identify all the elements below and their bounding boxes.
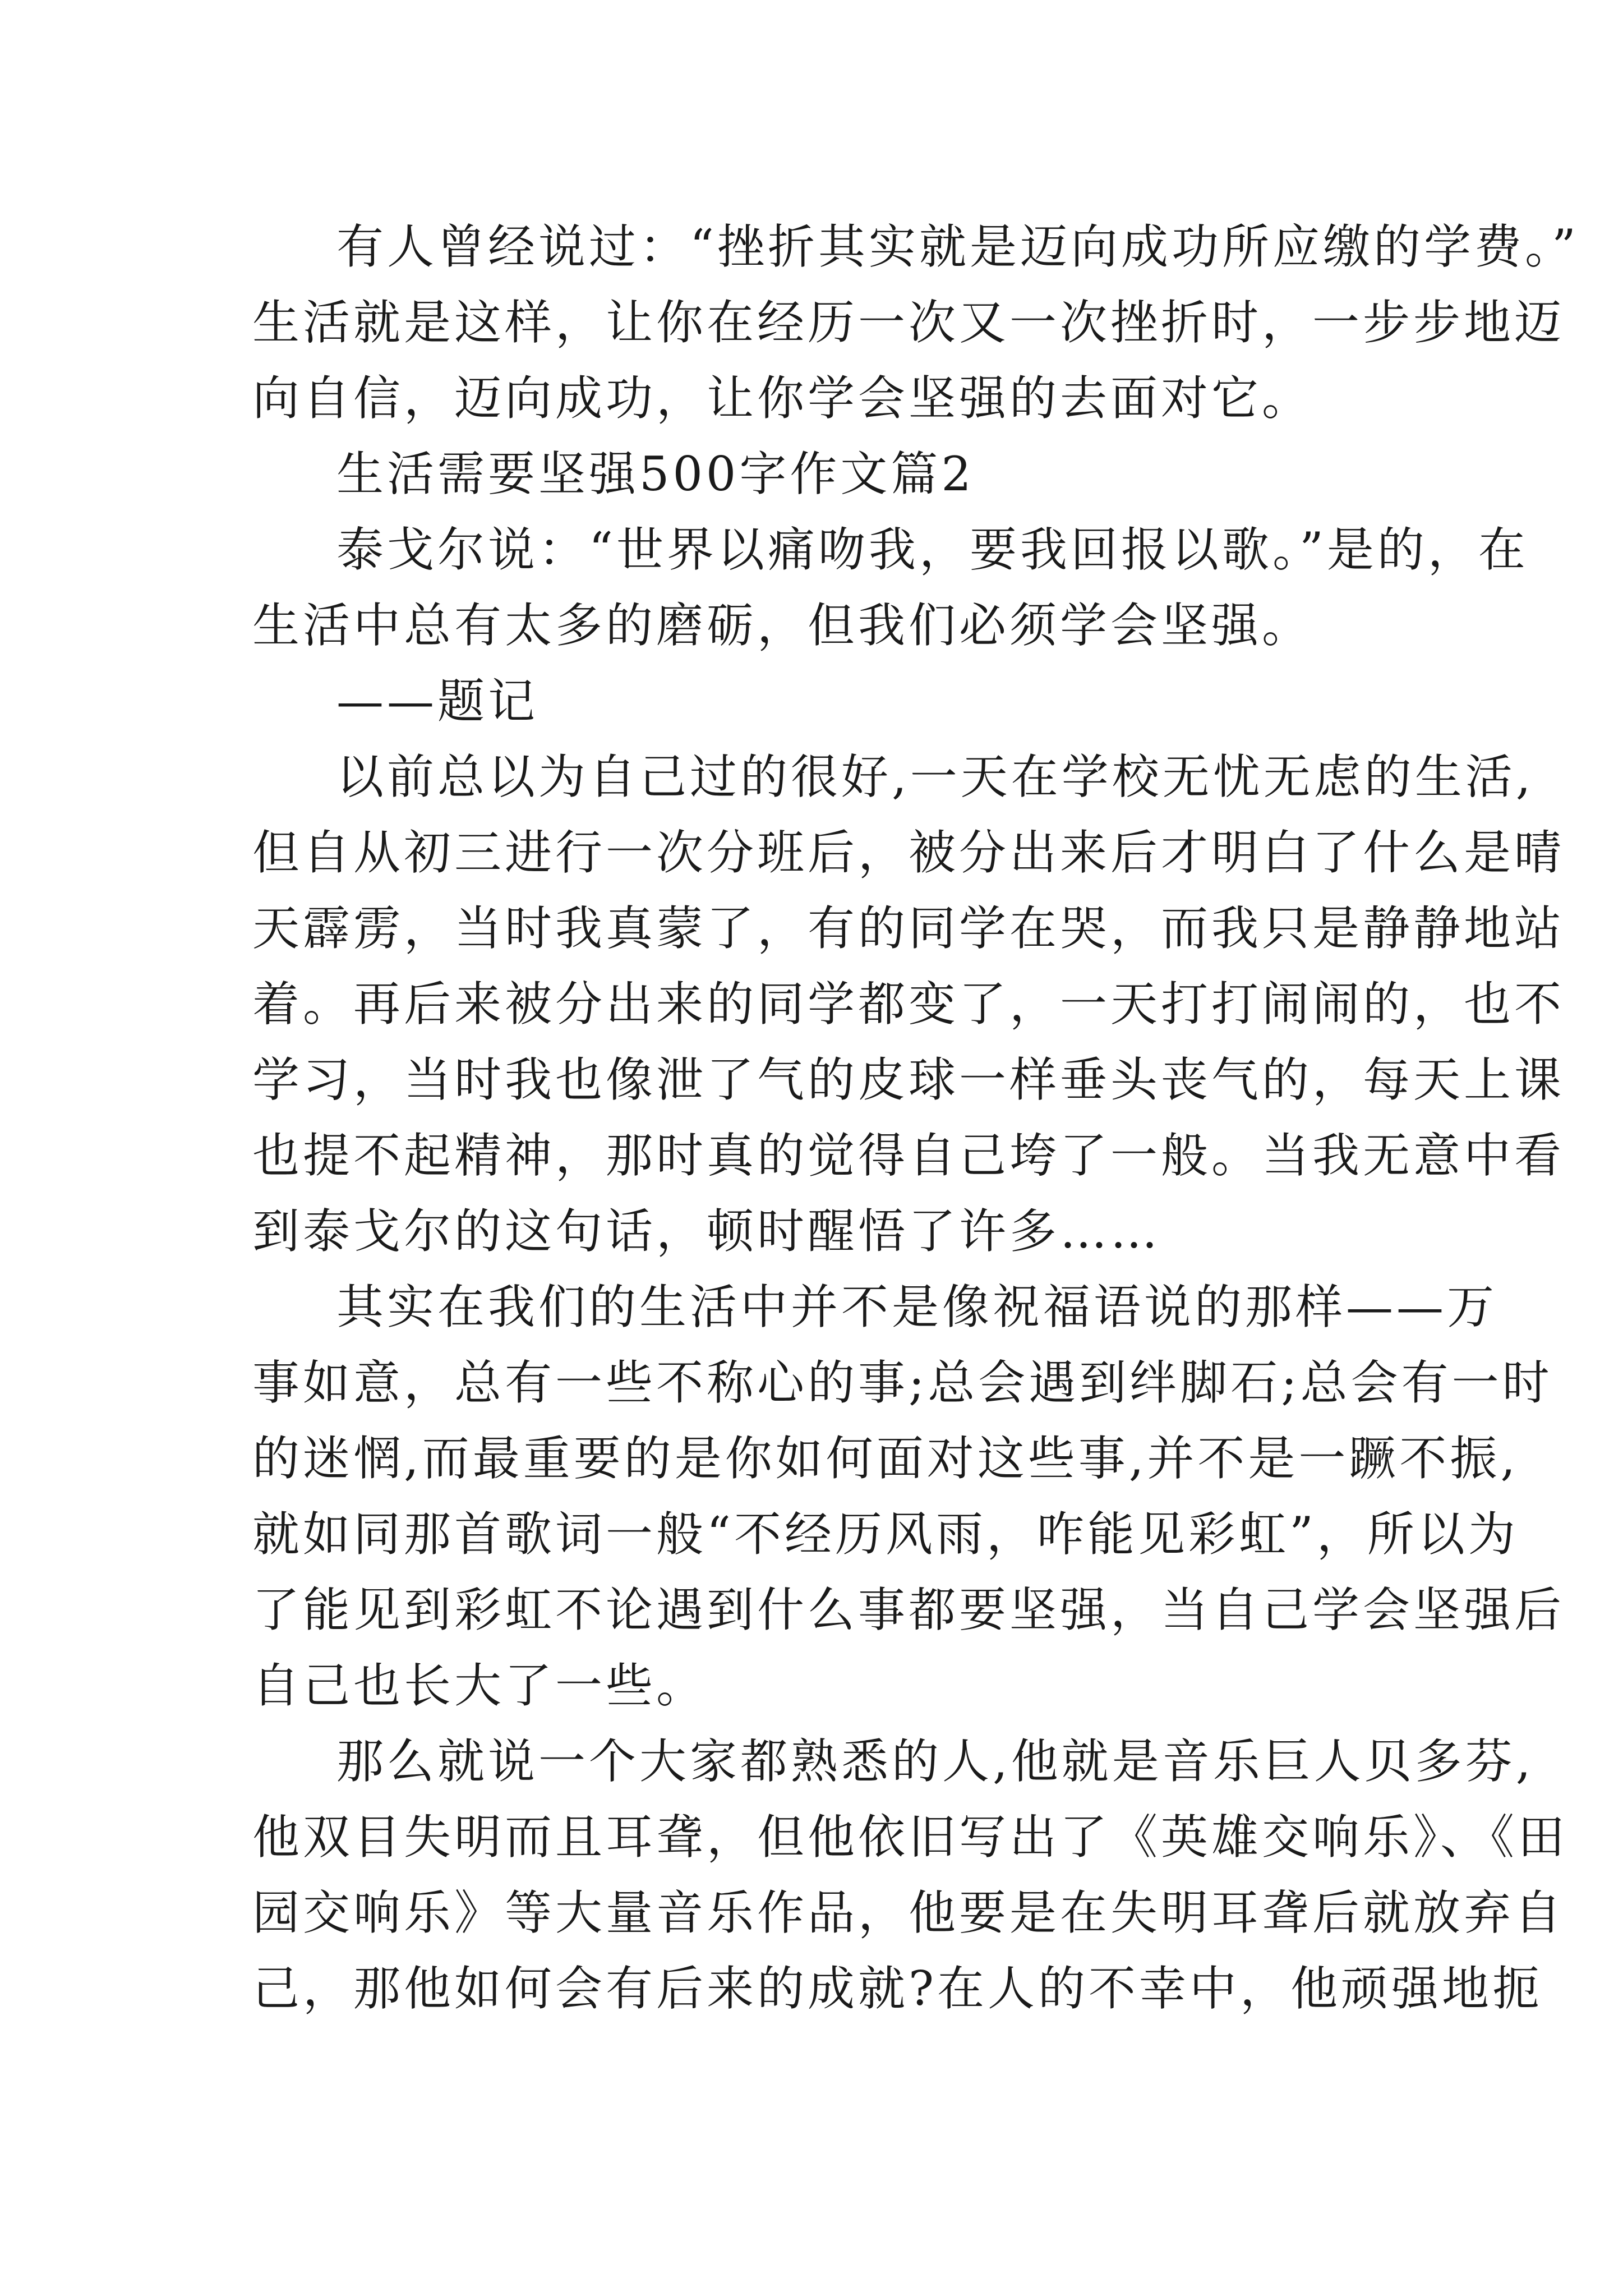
paragraph-line: 生活中总有太多的磨砺，但我们必须学会坚强。 <box>252 598 1313 653</box>
paragraph-line: 到泰戈尔的这句话，顿时醒悟了许多…… <box>252 1204 1161 1259</box>
paragraph-line: 泰戈尔说：“世界以痛吻我，要我回报以歌。”是的，在 <box>336 522 1529 577</box>
paragraph-line: 了能见到彩虹不论遇到什么事都要坚强，当自己学会坚强后 <box>252 1582 1565 1637</box>
epigraph-attribution: ——题记 <box>336 674 539 729</box>
paragraph-line: 向自信，迈向成功，让你学会坚强的去面对它。 <box>252 371 1313 426</box>
paragraph-line: 其实在我们的生活中并不是像祝福语说的那样——万 <box>336 1280 1498 1335</box>
paragraph-line: 生活就是这样，让你在经历一次又一次挫折时，一步步地迈 <box>252 295 1565 350</box>
paragraph-line: 他双目失明而且耳聋，但他依旧写出了《英雄交响乐》、《田 <box>252 1810 1569 1865</box>
paragraph-line: 以前总以为自己过的很好,一天在学校无忧无虑的生活, <box>336 749 1534 804</box>
paragraph-line: 的迷惘,而最重要的是你如何面对这些事,并不是一蹶不振, <box>252 1431 1519 1486</box>
paragraph-line: 学习，当时我也像泄了气的皮球一样垂头丧气的，每天上课 <box>252 1052 1565 1107</box>
paragraph-line: 有人曾经说过：“挫折其实就是迈向成功所应缴的学费。” <box>336 219 1579 274</box>
paragraph-line: 园交响乐》等大量音乐作品，他要是在失明耳聋后就放弃自 <box>252 1885 1565 1940</box>
paragraph-line: 但自从初三进行一次分班后，被分出来后才明白了什么是晴 <box>252 825 1565 880</box>
paragraph-line: 事如意，总有一些不称心的事;总会遇到绊脚石;总会有一时 <box>252 1355 1553 1410</box>
paragraph-line: 就如同那首歌词一般“不经历风雨，咋能见彩虹”，所以为 <box>252 1507 1519 1562</box>
paragraph-line: 天霹雳，当时我真蒙了，有的同学在哭，而我只是静静地站 <box>252 901 1565 956</box>
paragraph-line: 也提不起精神，那时真的觉得自己垮了一般。当我无意中看 <box>252 1128 1565 1183</box>
paragraph-line: 己，那他如何会有后来的成就?在人的不幸中，他顽强地扼 <box>252 1961 1543 2016</box>
paragraph-line: 着。再后来被分出来的同学都变了，一天打打闹闹的，也不 <box>252 977 1565 1032</box>
paragraph-line: 自己也长大了一些。 <box>252 1658 707 1713</box>
section-heading: 生活需要坚强500字作文篇2 <box>336 447 975 501</box>
paragraph-line: 那么就说一个大家都熟悉的人,他就是音乐巨人贝多芬, <box>336 1734 1534 1789</box>
